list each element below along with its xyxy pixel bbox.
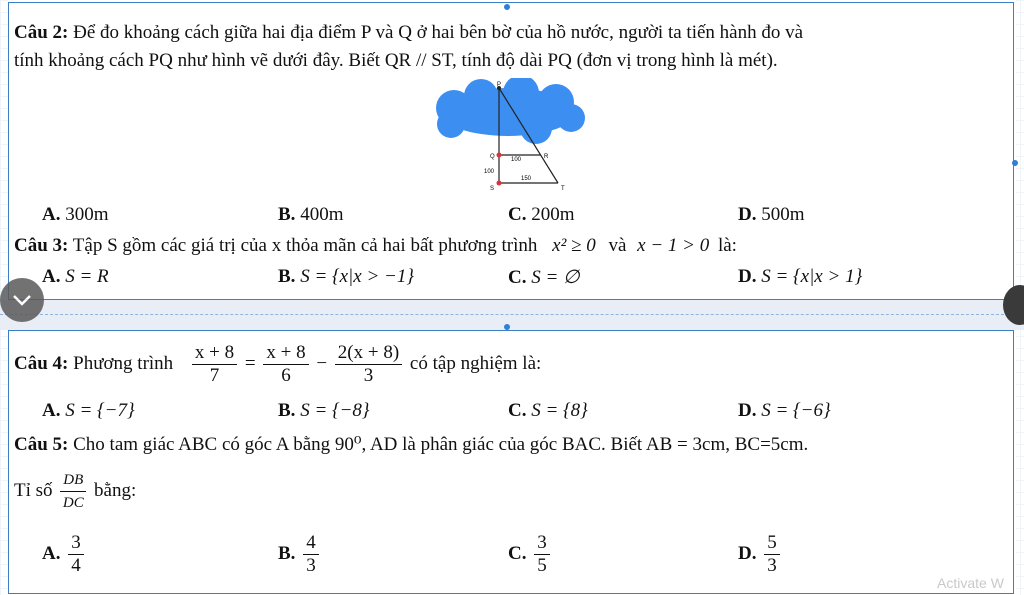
q4-line	[14, 336, 541, 392]
q5-line1	[14, 434, 808, 456]
activation-watermark: Activate W	[937, 575, 1004, 591]
label-qs-length: 100	[484, 169, 495, 175]
q4-equals: =	[244, 353, 256, 374]
label-s: S	[490, 186, 495, 192]
label-t: T	[561, 186, 565, 192]
label-st-length: 150	[521, 176, 532, 182]
q4-fraction-2: $\frac{x + 8}{6}$	[263, 342, 308, 387]
q2-option-d: D. 500m	[738, 204, 805, 225]
q3-line	[14, 235, 737, 257]
point-s	[497, 181, 502, 186]
label-qr-length: 100	[511, 157, 522, 163]
lake-figure	[426, 78, 596, 203]
label-q: Q	[490, 154, 495, 160]
q2-text-line1: Để đo khoảng cách giữa hai địa điểm P và Q ở hai bên bờ của hồ nước, người ta tiến hành đo và	[73, 22, 804, 43]
page-bottom	[8, 330, 1016, 595]
q2-label: Câu 2:	[14, 22, 69, 43]
q3-option-c: C. S = ∅	[508, 267, 580, 288]
q3-text1: Tập S gồm các giá trị của x thỏa mãn cả hai bất phương trình	[72, 235, 538, 256]
q4-text2: có tập nghiệm là:	[409, 353, 542, 374]
q4-option-c: C. S = {8}	[508, 400, 588, 421]
q2-option-a: A. 300m	[42, 204, 109, 225]
q3-label: Câu 3:	[14, 235, 69, 256]
q4-option-b: B. S = {−8}	[278, 400, 370, 421]
label-r: R	[544, 154, 549, 160]
q5-option-b: B. $\frac{4}{3}$	[278, 526, 322, 582]
q3-and: và	[608, 235, 627, 256]
q2-text-line2: tính khoảng cách PQ như hình vẽ dưới đây. Biết QR // ST, tính độ dài PQ (đơn vị trong hình là mét).	[14, 50, 778, 71]
page-top	[8, 0, 1016, 300]
q4-option-a: A. S = {−7}	[42, 400, 135, 421]
q5-line2	[14, 466, 136, 516]
label-p: P	[497, 82, 502, 88]
q5-ratio-suffix: bằng:	[94, 480, 137, 501]
resize-handle-top-edge[interactable]	[504, 4, 510, 10]
q4-fraction-1: $\frac{x + 8}{7}$	[192, 342, 237, 387]
q5-option-c: C. $\frac{3}{5}$	[508, 526, 553, 582]
q5-ratio-fraction: $\frac{DB}{DC}$	[60, 469, 86, 514]
q5-option-d: D. $\frac{5}{3}$	[738, 526, 783, 582]
q4-label: Câu 4:	[14, 353, 69, 374]
q3-option-b: B. S = {x|x > −1}	[278, 266, 414, 287]
point-q	[497, 153, 502, 158]
q3-ineq2: x − 1 > 0	[637, 235, 710, 256]
q5-label: Câu 5:	[14, 434, 69, 455]
page-break-line	[0, 314, 1024, 317]
q3-option-a: A. S = R	[42, 266, 109, 287]
q3-option-d: D. S = {x|x > 1}	[738, 266, 863, 287]
collapse-button[interactable]	[0, 278, 44, 322]
resize-handle-right[interactable]	[1012, 160, 1018, 166]
q2-option-b: B. 400m	[278, 204, 344, 225]
q4-text1: Phương trình	[73, 353, 174, 374]
q4-fraction-3: $\frac{2(x + 8)}{3}$	[335, 342, 402, 387]
q4-option-d: D. S = {−6}	[738, 400, 831, 421]
q4-minus: −	[316, 353, 328, 374]
chevron-down-icon	[0, 278, 44, 322]
q5-ratio-prefix: Tỉ số	[14, 480, 53, 501]
q5-text-line1: Cho tam giác ABC có góc A bằng 90⁰, AD là phân giác của góc BAC. Biết AB = 3cm, BC=5cm.	[73, 434, 809, 455]
q5-option-a: A. $\frac{3}{4}$	[42, 526, 87, 582]
q2-line1	[14, 22, 803, 44]
q3-text2: là:	[717, 235, 737, 256]
lake-cloud	[436, 78, 585, 144]
q2-option-c: C. 200m	[508, 204, 575, 225]
q3-ineq1: x² ≥ 0	[552, 235, 596, 256]
